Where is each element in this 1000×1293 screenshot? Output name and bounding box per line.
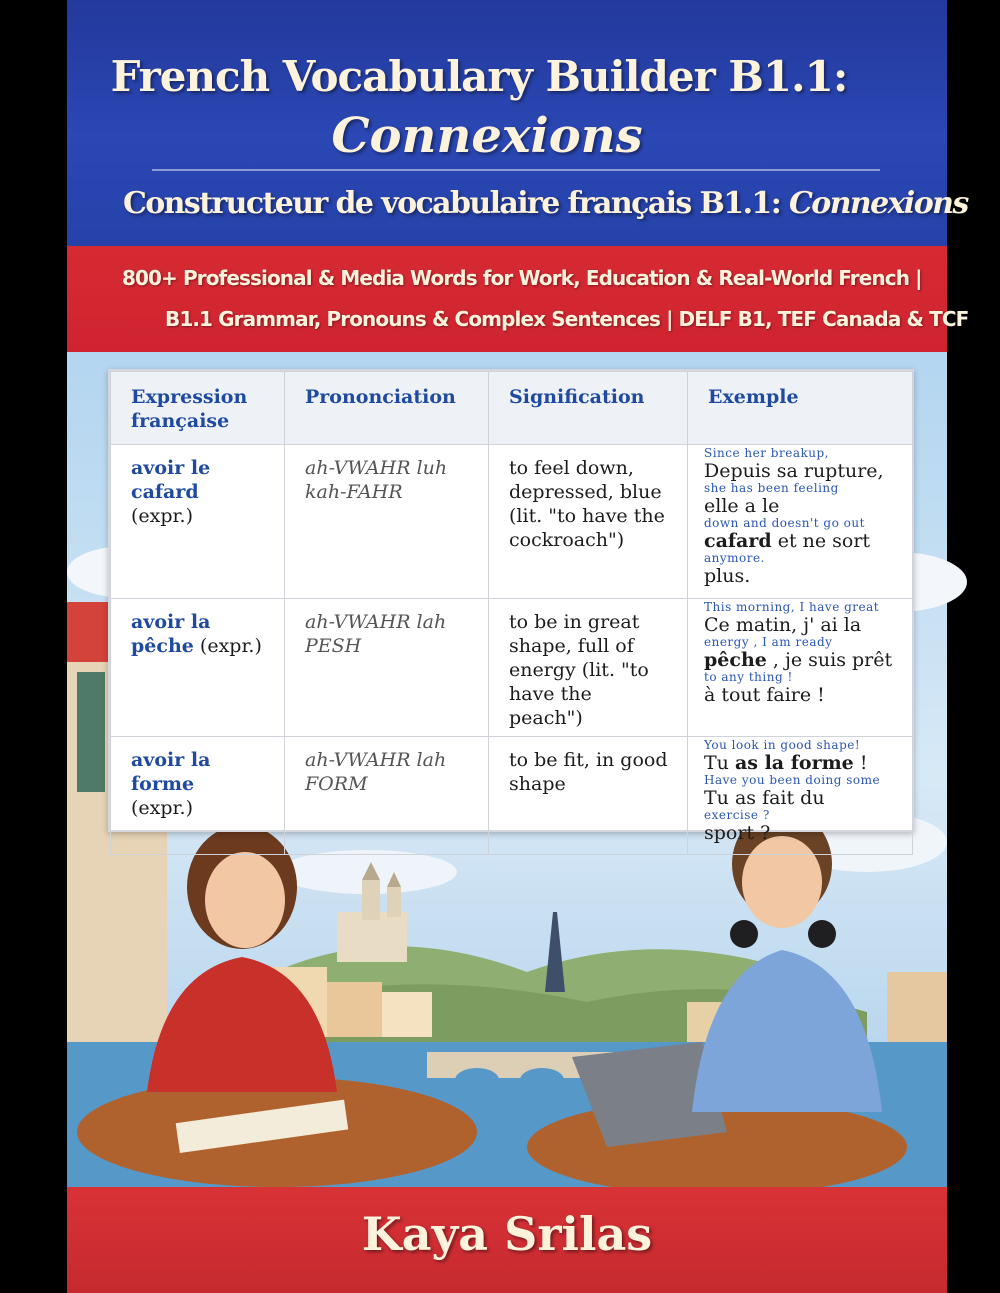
title-french <box>123 186 968 221</box>
expression-type: (expr.) <box>131 797 193 819</box>
table-row <box>111 737 913 855</box>
meaning-cell: to be fit, in good shape <box>489 737 688 855</box>
example-gloss: Since her breakup, <box>704 446 829 460</box>
example-french: Depuis sa rupture, <box>704 460 884 482</box>
example-french: plus. <box>704 565 751 587</box>
expression-type: (expr.) <box>199 635 262 657</box>
title-french-italic: Connexions <box>789 186 968 221</box>
title-french-plain: Constructeur de vocabulaire français B1.1: <box>123 186 790 221</box>
expression-cell <box>111 445 285 599</box>
title-english: French Vocabulary Builder B1.1: <box>110 52 848 101</box>
subtitle-line-1: 800+ Professional & Media Words for Work, Education & Real-World French | <box>122 266 922 290</box>
table-row <box>111 445 913 599</box>
subtitle-line-2: B1.1 Grammar, Pronouns & Complex Sentences | DELF B1, TEF Canada & TCF <box>165 307 969 331</box>
example-french: Tu as fait du <box>704 787 825 809</box>
title-divider <box>152 169 880 171</box>
example-gloss: energy , I am ready <box>704 635 833 649</box>
vocabulary-table <box>108 369 914 844</box>
pronunciation-cell: ah-VWAHR luh kah-FAHR <box>285 445 489 599</box>
example-gloss: down and doesn't go out <box>704 516 865 530</box>
expression-term: avoir le cafard <box>131 457 211 503</box>
expression-term: avoir la forme <box>131 749 211 795</box>
example-french: sport ? <box>704 822 771 844</box>
example-keyword: pêche <box>704 649 767 671</box>
example-french: Ce matin, j' ai la <box>704 614 862 636</box>
example-gloss: You look in good shape! <box>704 738 861 752</box>
example-cell <box>688 599 913 737</box>
meaning-cell: to feel down, depressed, blue (lit. "to have the cockroach") <box>489 445 688 599</box>
meaning-cell: to be in great shape, full of energy (lit. "to have the peach") <box>489 599 688 737</box>
book-cover <box>67 0 969 1293</box>
example-gloss: This morning, I have great <box>704 600 880 614</box>
example-cell <box>688 737 913 855</box>
expression-type: (expr.) <box>131 505 193 527</box>
example-gloss: Have you been doing some <box>704 773 881 787</box>
example-french <box>704 530 894 552</box>
subtitle-band <box>67 246 969 352</box>
table-row <box>111 599 913 737</box>
title-connexions: Connexions <box>331 108 643 164</box>
header-meaning: Signification <box>489 372 688 445</box>
pronunciation-cell: ah-VWAHR lah FORM <box>285 737 489 855</box>
title-band <box>67 0 968 246</box>
expression-term: avoir la pêche <box>131 611 211 657</box>
example-french-rest: et ne sort <box>771 530 871 552</box>
example-french-end: ! <box>853 752 868 774</box>
expression-cell <box>111 599 285 737</box>
example-french-rest: , je suis prêt <box>766 649 893 671</box>
author-name: Kaya Srilas <box>361 1207 653 1261</box>
example-french <box>704 649 894 671</box>
header-expression: Expression française <box>111 372 285 445</box>
example-cell <box>688 445 913 599</box>
example-keyword: cafard <box>704 530 772 552</box>
expression-cell <box>111 737 285 855</box>
example-gloss: exercise ? <box>704 808 770 822</box>
table-header-row <box>111 372 913 445</box>
example-keyword: as la forme <box>734 752 854 774</box>
example-french: à tout faire ! <box>704 684 825 706</box>
example-gloss: she has been feeling <box>704 481 839 495</box>
header-pronunciation: Prononciation <box>285 372 489 445</box>
example-french <box>704 752 894 774</box>
header-example: Exemple <box>688 372 913 445</box>
example-gloss: to any thing ! <box>704 670 793 684</box>
example-french-start: Tu <box>704 752 735 774</box>
author-band <box>67 1187 947 1293</box>
example-gloss: anymore. <box>704 551 765 565</box>
pronunciation-cell: ah-VWAHR lah PESH <box>285 599 489 737</box>
example-french: elle a le <box>704 495 780 517</box>
